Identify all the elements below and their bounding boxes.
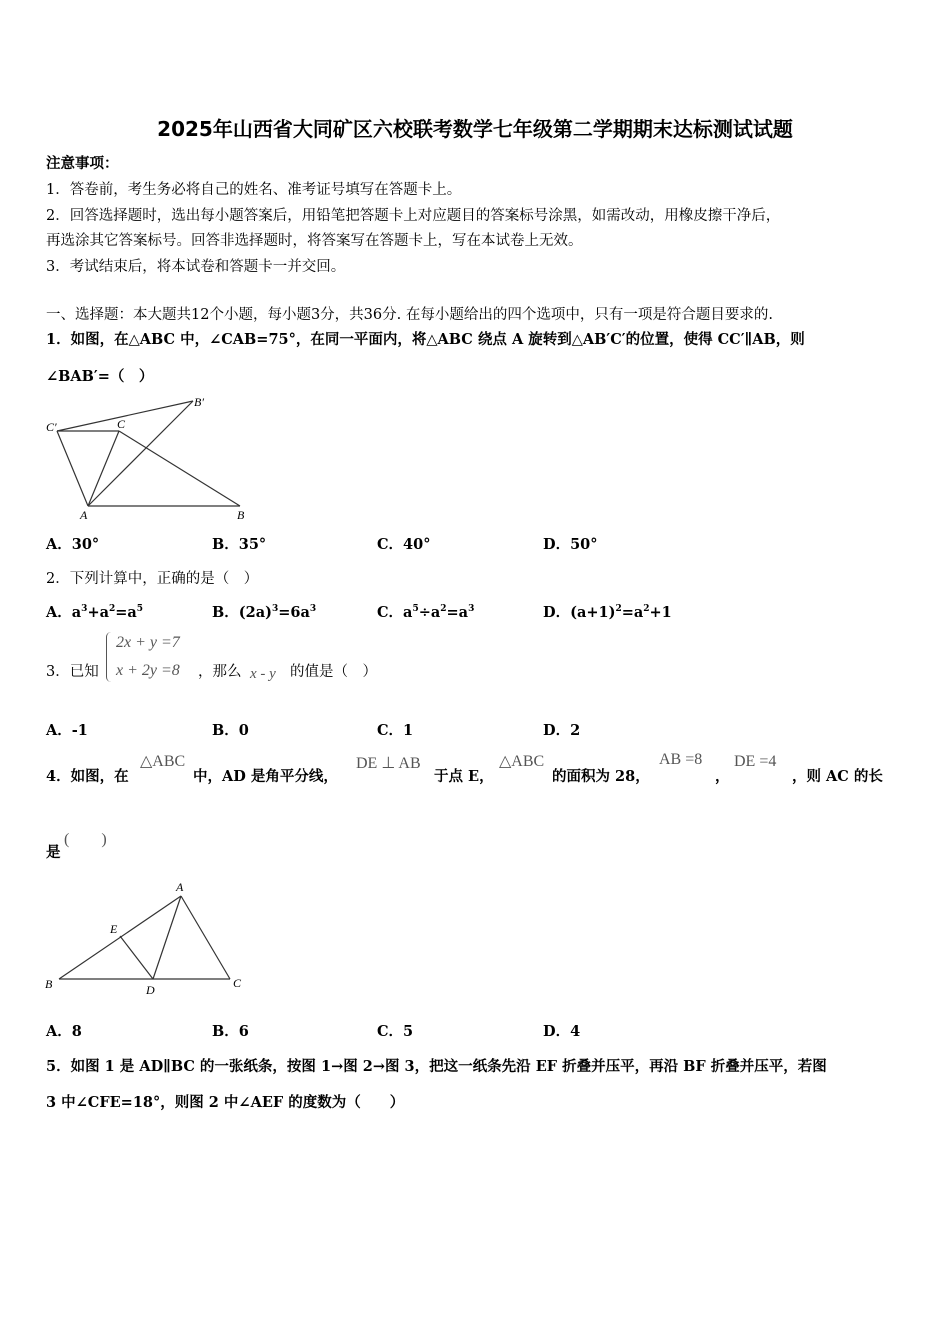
- q1-option-a[interactable]: A．30°: [46, 536, 100, 553]
- point-label-b: B: [237, 508, 245, 522]
- q1-option-c[interactable]: C．40°: [377, 536, 431, 553]
- q4-math: DE =4: [734, 753, 777, 770]
- q2-option-d[interactable]: D．$(a+1)^2=a^2+1$: [543, 604, 672, 621]
- q3-expression: x - y: [250, 666, 276, 682]
- segment-a-c: [181, 896, 230, 979]
- q4-answer-paren: ( ): [64, 831, 107, 848]
- q3-suffix: 的值是（ ）: [290, 664, 377, 680]
- section-heading: 一、选择题：本大题共12个小题，每小题3分，共36分. 在每小题给出的四个选项中，只有一项是符合题目要求的.: [46, 307, 773, 323]
- segment-b-a: [59, 896, 181, 979]
- point-label-d: D: [146, 983, 155, 997]
- segment-c-b: [119, 431, 240, 506]
- q3-option-d[interactable]: D．2: [543, 722, 581, 739]
- point-label-c: C: [117, 417, 126, 431]
- q1-stem-cont: ∠BAB′=（ ）: [46, 368, 154, 385]
- q4-stem-part: 中，AD 是角平分线，: [193, 768, 338, 785]
- q3-prefix: 3．已知: [46, 664, 99, 680]
- segment-a-d: [153, 896, 181, 979]
- q4-option-a[interactable]: A．8: [46, 1023, 82, 1040]
- notice-item: 1．答卷前，考生务必将自己的姓名、准考证号填写在答题卡上。: [46, 182, 462, 198]
- q1-figure: [40, 390, 260, 525]
- point-label-cp: C′: [46, 420, 57, 434]
- q1-option-d[interactable]: D．50°: [543, 536, 598, 553]
- point-label-b: B: [45, 977, 53, 991]
- q3-option-a[interactable]: A．-1: [46, 722, 88, 739]
- q4-stem-part: 4．如图，在: [46, 768, 129, 785]
- point-label-bp: B′: [194, 395, 204, 409]
- q2-stem: 2．下列计算中，正确的是（ ）: [46, 571, 259, 587]
- segment-c-a: [88, 431, 119, 506]
- q4-stem-part: 于点 E，: [434, 768, 494, 785]
- q4-option-b[interactable]: B．6: [212, 1023, 249, 1040]
- q4-stem-part: 的面积为 28，: [552, 768, 650, 785]
- q3-equation-1: 2x + y =7: [116, 634, 180, 651]
- q4-math: AB =8: [659, 751, 703, 768]
- segment-cp-a: [57, 431, 88, 506]
- q5-stem: 5．如图 1 是 AD∥BC 的一张纸条，按图 1→图 2→图 3，把这一纸条先沿 EF 折叠并压平，再沿 BF 折叠并压平，若图: [46, 1058, 827, 1075]
- q4-figure: [40, 875, 260, 1000]
- q2-option-c[interactable]: C．$a^5\div a^2=a^3$: [377, 604, 475, 621]
- system-brace: [106, 632, 111, 682]
- q5-stem-cont: 3 中∠CFE=18°，则图 2 中∠AEF 的度数为（ ）: [46, 1094, 405, 1111]
- q4-stem-part: 是: [46, 844, 61, 861]
- q3-equation-2: x + 2y =8: [116, 662, 180, 679]
- q2-option-a[interactable]: A．$a^3+a^2=a^5$: [46, 604, 144, 621]
- q3-mid: ，那么: [198, 664, 242, 680]
- notice-item: 3．考试结束后，将本试卷和答题卡一并交回。: [46, 259, 346, 275]
- point-label-a: A: [80, 508, 88, 522]
- q1-option-b[interactable]: B．35°: [212, 536, 267, 553]
- point-label-c: C: [233, 976, 242, 990]
- segment-a-bp: [88, 401, 193, 506]
- notice-item: 再选涂其它答案标号。回答非选择题时，将答案写在答题卡上，写在本试卷上无效。: [46, 233, 583, 249]
- notice-heading: 注意事项：: [46, 155, 119, 172]
- point-label-a: A: [176, 880, 184, 894]
- q3-option-c[interactable]: C．1: [377, 722, 414, 739]
- q4-option-d[interactable]: D．4: [543, 1023, 581, 1040]
- q2-option-b[interactable]: B．$(2a)^3=6a^3$: [212, 604, 317, 621]
- notice-item: 2．回答选择题时，选出每小题答案后，用铅笔把答题卡上对应题目的答案标号涂黑，如需改动，用橡皮擦干净后，: [46, 208, 781, 224]
- q4-math: DE ⊥ AB: [356, 755, 421, 772]
- q4-stem-part: ，: [715, 768, 730, 785]
- segment-e-d: [120, 936, 153, 979]
- point-label-e: E: [110, 922, 118, 936]
- q4-option-c[interactable]: C．5: [377, 1023, 414, 1040]
- q3-option-b[interactable]: B．0: [212, 722, 249, 739]
- q4-math: △ABC: [140, 753, 186, 770]
- page-title: 2025年山西省大同矿区六校联考数学七年级第二学期期末达标测试试题: [157, 117, 793, 141]
- q4-stem-part: ，则 AC 的长: [792, 768, 883, 785]
- q1-stem: 1．如图，在△ABC 中，∠CAB=75°，在同一平面内，将△ABC 绕点 A 旋转到△AB′C′的位置，使得 CC′∥AB，则: [46, 331, 805, 348]
- q4-math: △ABC: [499, 753, 545, 770]
